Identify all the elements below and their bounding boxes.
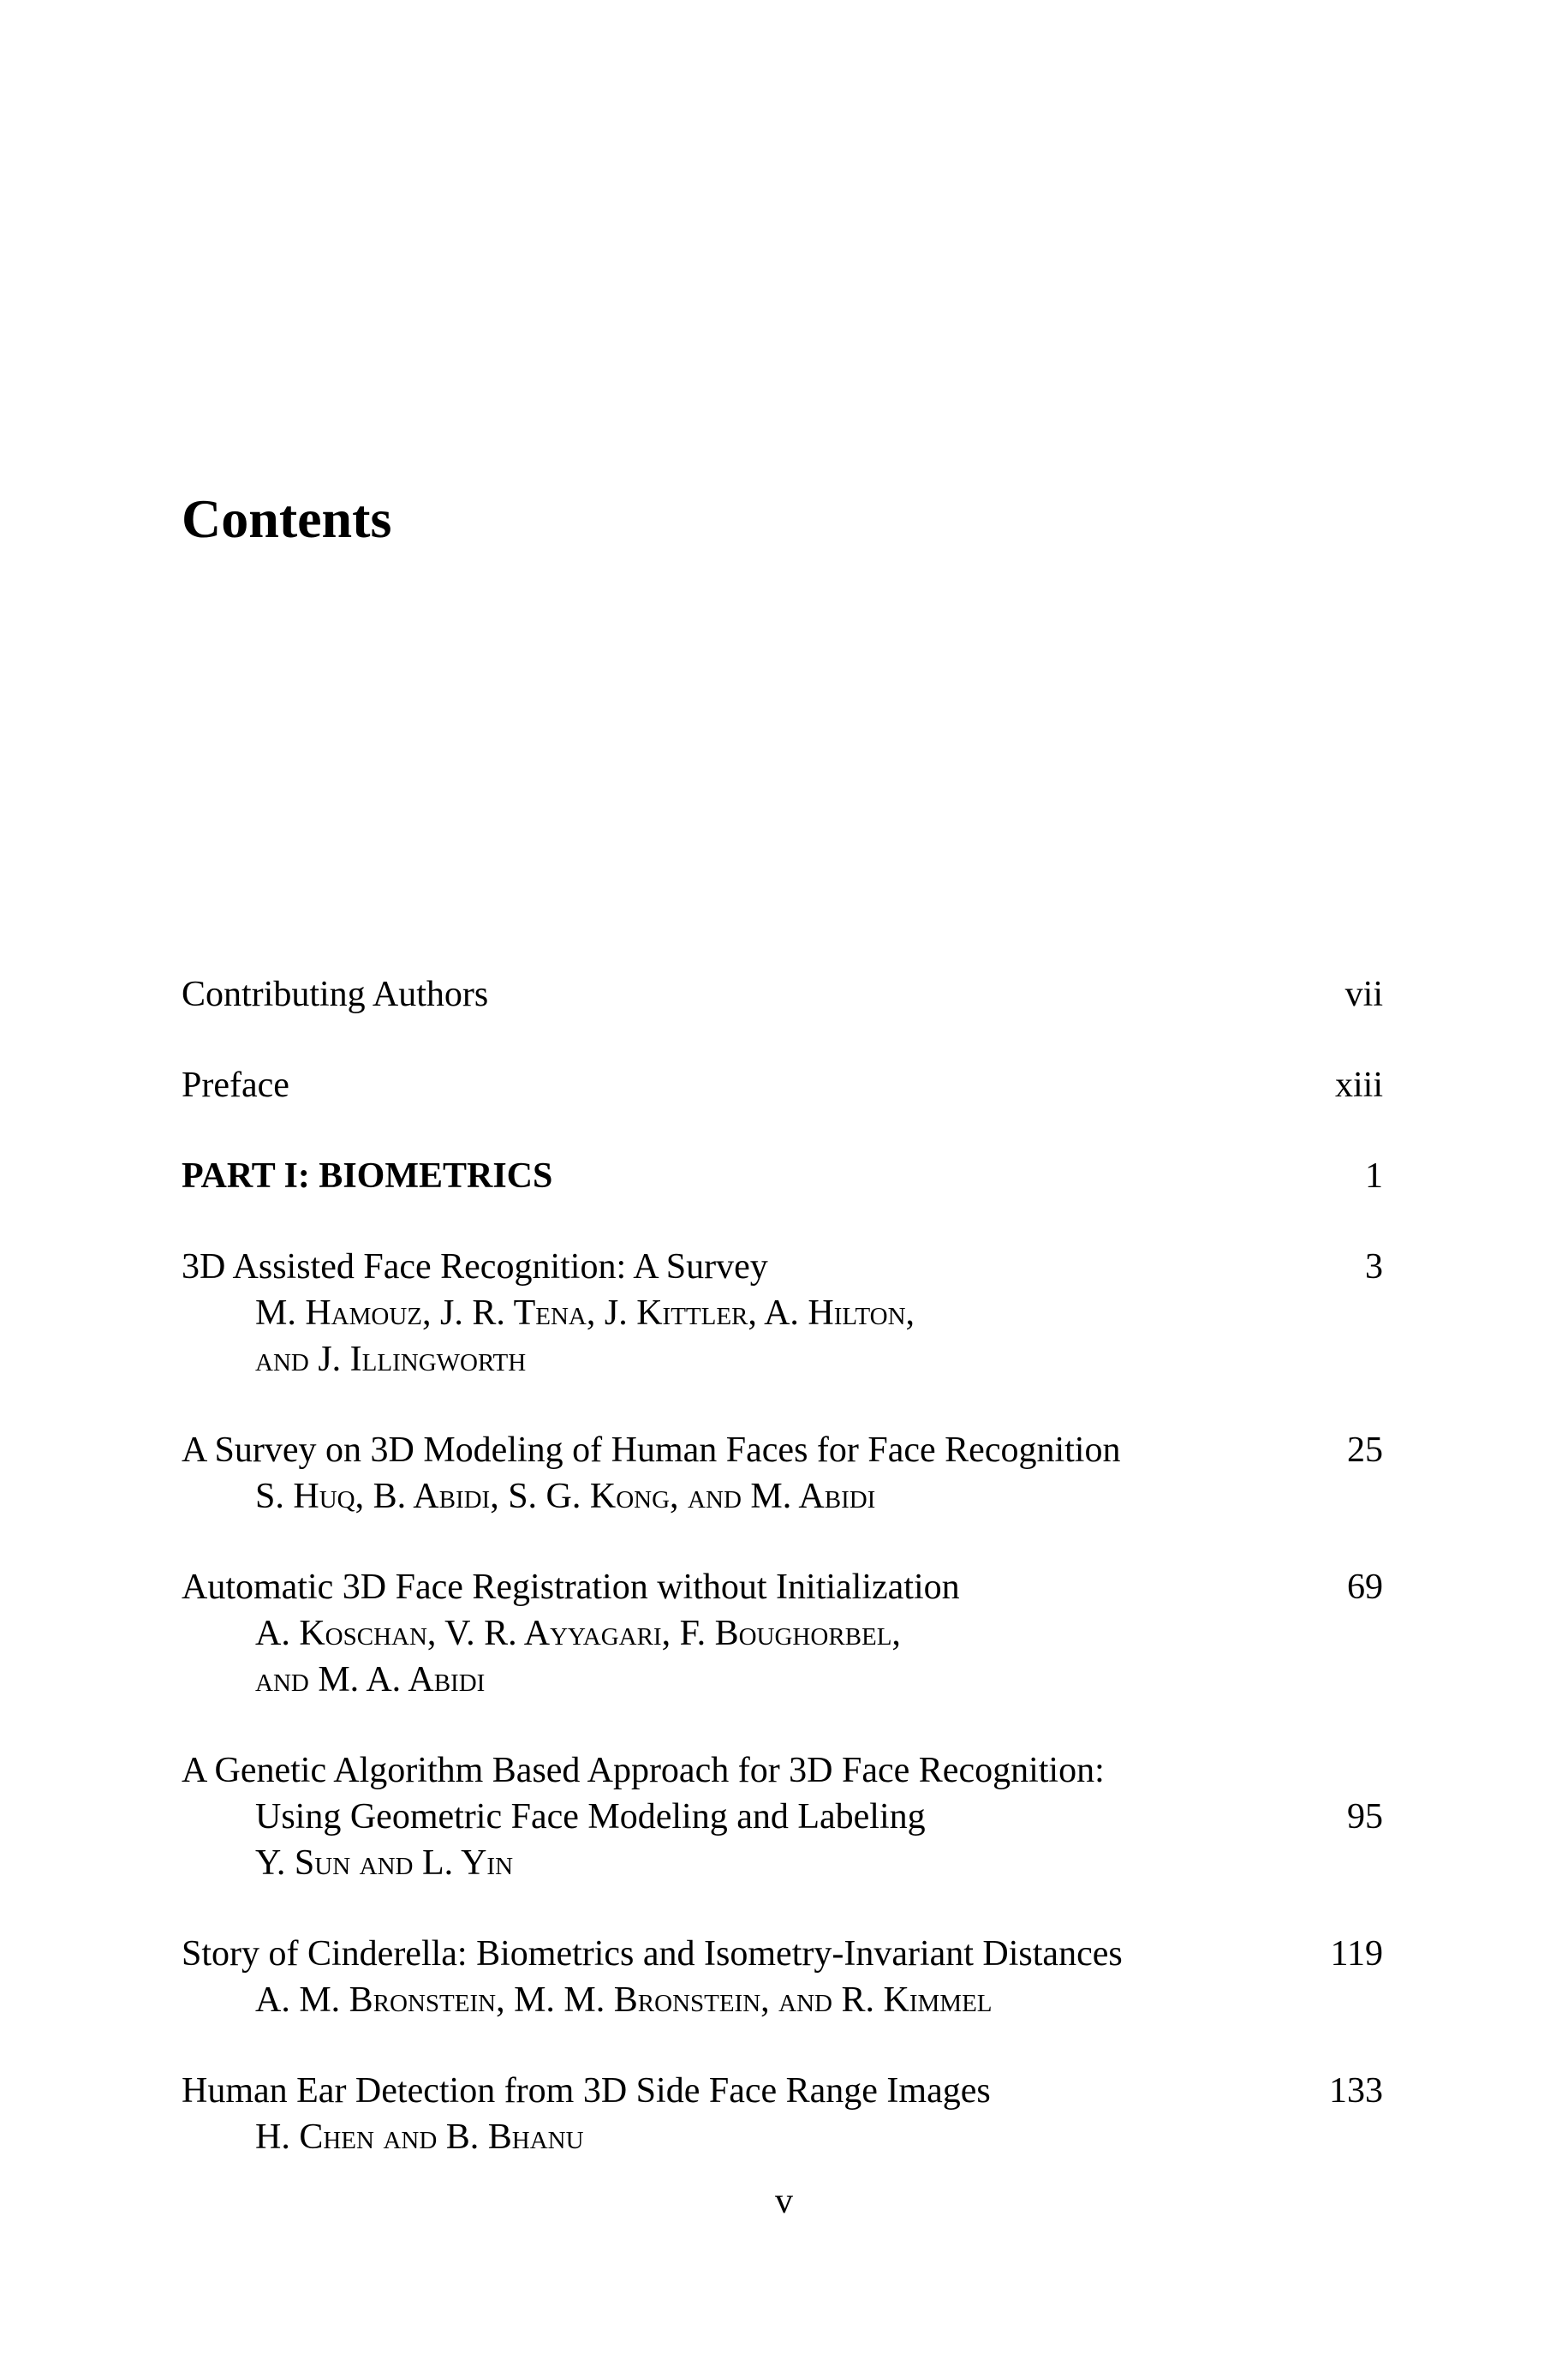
page-folio: v xyxy=(775,2182,793,2221)
toc-entry-line xyxy=(182,1931,1383,1977)
toc-entry-title: 3D Assisted Face Recognition: A Survey xyxy=(182,1247,768,1287)
toc-page-number: 3 xyxy=(1365,1247,1383,1287)
toc-entry-part-heading[interactable] xyxy=(182,1153,1383,1199)
toc-entry-chapter[interactable] xyxy=(182,1931,1383,2023)
toc-page-number: vii xyxy=(1344,975,1383,1014)
toc-entry-title: A Survey on 3D Modeling of Human Faces for Face Recognition xyxy=(182,1430,1121,1470)
toc-part-title: PART I: BIOMETRICS xyxy=(182,1156,553,1196)
toc-entry-line xyxy=(182,1153,1383,1199)
toc-entry-line xyxy=(182,1794,1383,1840)
toc-entry-title: A Genetic Algorithm Based Approach for 3D Face Recognition: xyxy=(182,1751,1105,1790)
toc-entry-title: Preface xyxy=(182,1066,289,1105)
toc-entry-contributing-authors[interactable] xyxy=(182,971,1383,1018)
toc-page-number: 119 xyxy=(1330,1934,1383,1974)
page-title: Contents xyxy=(182,488,392,549)
toc-entry-title: Story of Cinderella: Biometrics and Isometry-Invariant Distances xyxy=(182,1934,1123,1974)
toc-entry-authors: H. Chen and B. Bhanu xyxy=(255,2117,584,2157)
toc-entry-title: Automatic 3D Face Registration without Initialization xyxy=(182,1568,960,1607)
toc-entry-title: Contributing Authors xyxy=(182,975,489,1014)
toc-entry-chapter[interactable] xyxy=(182,1747,1383,1886)
toc-entry-preface[interactable] xyxy=(182,1062,1383,1108)
toc-entry-line xyxy=(182,1747,1383,1794)
toc-entry-authors: and M. A. Abidi xyxy=(255,1660,486,1699)
toc-page-number: xiii xyxy=(1334,1066,1383,1105)
toc-entry-title: Human Ear Detection from 3D Side Face Range Images xyxy=(182,2071,991,2111)
toc-entry-title-continued: Using Geometric Face Modeling and Labeling xyxy=(255,1797,926,1837)
toc-entry-chapter[interactable] xyxy=(182,2068,1383,2160)
toc-entry-line xyxy=(182,1244,1383,1290)
toc-page-number: 69 xyxy=(1347,1568,1383,1607)
toc-entry-authors: Y. Sun and L. Yin xyxy=(255,1843,514,1883)
toc-entry-line xyxy=(182,1062,1383,1108)
toc-entry-line xyxy=(182,2068,1383,2114)
toc-page-number: 1 xyxy=(1365,1156,1383,1196)
toc-page-number: 133 xyxy=(1329,2071,1383,2111)
toc-page-number: 25 xyxy=(1347,1430,1383,1470)
toc-entry-authors: M. Hamouz, J. R. Tena, J. Kittler, A. Hilton, xyxy=(255,1293,915,1333)
toc-entry-authors: S. Huq, B. Abidi, S. G. Kong, and M. Abidi xyxy=(255,1477,876,1516)
toc-entry-chapter[interactable] xyxy=(182,1564,1383,1703)
toc-entry-authors: and J. Illingworth xyxy=(255,1340,527,1379)
toc-page-number: 95 xyxy=(1347,1797,1383,1837)
toc-entry-authors: A. M. Bronstein, M. M. Bronstein, and R. Kimmel xyxy=(255,1980,993,2020)
toc-entry-chapter[interactable] xyxy=(182,1427,1383,1520)
toc-entry-line xyxy=(182,971,1383,1018)
toc-entry-chapter[interactable] xyxy=(182,1244,1383,1383)
toc-entry-line xyxy=(182,1564,1383,1610)
toc-entry-line xyxy=(182,1427,1383,1473)
toc-entry-authors: A. Koschan, V. R. Ayyagari, F. Boughorbel, xyxy=(255,1614,901,1653)
